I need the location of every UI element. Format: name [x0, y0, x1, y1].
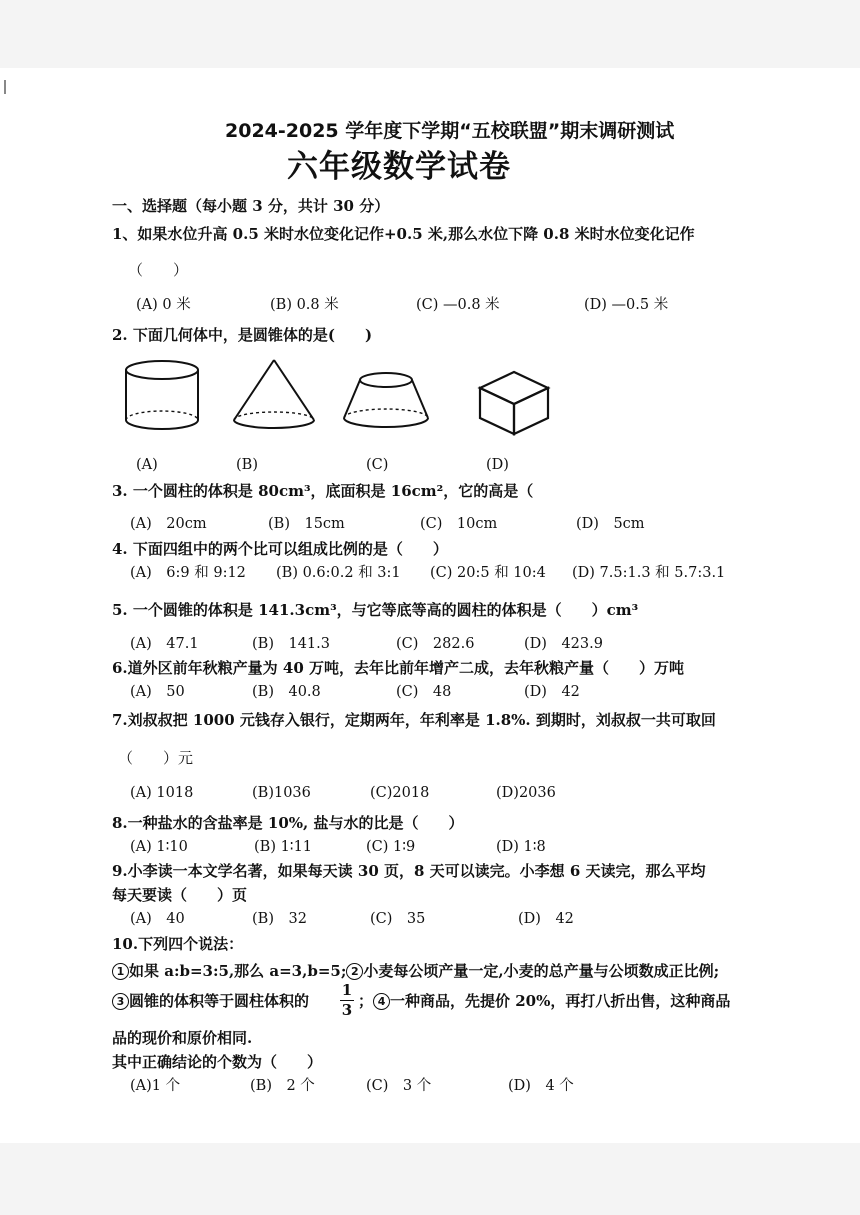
- cylinder-figure: [120, 358, 204, 436]
- fraction-numerator: 1: [341, 981, 353, 999]
- q7-option-c: (C)2018: [370, 785, 430, 801]
- fraction-one-third: [340, 983, 354, 1018]
- q5-option-d: (D) 423.9: [524, 636, 603, 652]
- q9-option-d: (D) 42: [518, 911, 574, 927]
- question-1: 1、如果水位升高 0.5 米时水位变化记作+0.5 米,那么水位下降 0.8 米时水位变化记作: [112, 225, 695, 243]
- question-2: 2. 下面几何体中，是圆锥体的是( ): [112, 326, 373, 344]
- q2-label-a: (A): [136, 457, 158, 473]
- q4-option-a: (A) 6:9 和 9:12: [130, 565, 246, 581]
- q8-option-c: (C) 1∶9: [366, 839, 416, 855]
- question-9: 9.小李读一本文学名著，如果每天读 30 页，8 天可以读完。小李想 6 天读完，那么平均: [112, 862, 706, 880]
- question-10-ask: 其中正确结论的个数为（ ）: [112, 1053, 323, 1071]
- exam-title: 2024-2025 学年度下学期“五校联盟”期末调研测试: [225, 120, 675, 142]
- q10-option-a: (A)1 个: [130, 1078, 181, 1094]
- question-7: 7.刘叔叔把 1000 元钱存入银行，定期两年，年利率是 1.8%. 到期时，刘叔叔一共可取回: [112, 711, 716, 729]
- q9-option-c: (C) 35: [370, 911, 426, 927]
- q2-label-d: (D): [486, 457, 509, 473]
- q6-option-d: (D) 42: [524, 684, 580, 700]
- question-1-blank: （ ）: [128, 261, 189, 279]
- frustum-figure: [336, 366, 436, 438]
- question-4: 4. 下面四组中的两个比可以组成比例的是（ ）: [112, 540, 448, 558]
- section-heading: 一、选择题（每小题 3 分，共计 30 分）: [112, 197, 390, 215]
- statement-2-marker: 2: [346, 963, 363, 980]
- q3-option-a: (A) 20cm: [130, 516, 207, 532]
- question-3: 3. 一个圆柱的体积是 80cm³，底面积是 16cm²，它的高是（: [112, 482, 534, 500]
- q2-label-b: (B): [236, 457, 258, 473]
- q8-option-d: (D) 1∶8: [496, 839, 546, 855]
- statement-2-text: 小麦每公顷产量一定,小麦的总产量与公顷数成正比例;: [363, 962, 720, 980]
- question-5: 5. 一个圆锥的体积是 141.3cm³，与它等底等高的圆柱的体积是（ ）cm³: [112, 601, 639, 619]
- q4-option-d: (D) 7.5:1.3 和 5.7:3.1: [572, 565, 726, 581]
- paper-title: 六年级数学试卷: [287, 149, 511, 185]
- q1-option-a: (A) 0 米: [136, 297, 191, 313]
- q1-option-d: (D) —0.5 米: [584, 297, 669, 313]
- q5-option-c: (C) 282.6: [396, 636, 475, 652]
- cone-figure: [226, 356, 322, 436]
- q3-option-d: (D) 5cm: [576, 516, 645, 532]
- question-7-blank: （ ）元: [118, 749, 194, 767]
- statement-3-text: 圆锥的体积等于圆柱体积的: [129, 992, 310, 1010]
- q3-option-c: (C) 10cm: [420, 516, 498, 532]
- q5-option-b: (B) 141.3: [252, 636, 330, 652]
- q10-statement-row-2: [112, 993, 309, 1010]
- fraction-denominator: 3: [341, 1001, 353, 1019]
- q1-option-b: (B) 0.8 米: [270, 297, 339, 313]
- q9-option-b: (B) 32: [252, 911, 307, 927]
- q6-option-b: (B) 40.8: [252, 684, 321, 700]
- statement-1-text: 如果 a:b=3:5,那么 a=3,b=5;: [129, 962, 347, 980]
- question-6: 6.道外区前年秋粮产量为 40 万吨，去年比前年增产二成，去年秋粮产量（ ）万吨: [112, 659, 684, 677]
- q10-statement-row-2-end: [358, 993, 730, 1010]
- q6-option-c: (C) 48: [396, 684, 452, 700]
- q10-option-c: (C) 3 个: [366, 1078, 432, 1094]
- q9-option-a: (A) 40: [130, 911, 185, 927]
- question-8: 8.一种盐水的含盐率是 10%, 盐与水的比是（ ）: [112, 814, 464, 832]
- question-9-continued: 每天要读（ ）页: [112, 886, 248, 904]
- q5-option-a: (A) 47.1: [130, 636, 199, 652]
- q8-option-b: (B) 1∶11: [254, 839, 313, 855]
- q7-option-a: (A) 1018: [130, 785, 194, 801]
- statement-4-marker: 4: [373, 993, 390, 1010]
- statement-1-marker: 1: [112, 963, 129, 980]
- statement-3-end: ；: [358, 992, 374, 1010]
- q3-option-b: (B) 15cm: [268, 516, 345, 532]
- question-10: 10.下列四个说法：: [112, 935, 244, 953]
- q7-option-d: (D)2036: [496, 785, 556, 801]
- q6-option-a: (A) 50: [130, 684, 185, 700]
- statement-4-continued: 品的现价和原价相同.: [112, 1029, 253, 1047]
- q7-option-b: (B)1036: [252, 785, 311, 801]
- statement-4-text: 一种商品，先提价 20%，再打八折出售，这种商品: [390, 992, 731, 1010]
- q10-statement-row-1: [112, 963, 719, 980]
- cube-figure: [472, 366, 556, 440]
- statement-3-marker: 3: [112, 993, 129, 1010]
- q1-option-c: (C) —0.8 米: [416, 297, 500, 313]
- q4-option-b: (B) 0.6:0.2 和 3:1: [276, 565, 401, 581]
- scan-edge-mark: [4, 80, 6, 94]
- q10-option-d: (D) 4 个: [508, 1078, 574, 1094]
- q4-option-c: (C) 20:5 和 10:4: [430, 565, 546, 581]
- q2-label-c: (C): [366, 457, 389, 473]
- q10-option-b: (B) 2 个: [250, 1078, 315, 1094]
- q8-option-a: (A) 1∶10: [130, 839, 188, 855]
